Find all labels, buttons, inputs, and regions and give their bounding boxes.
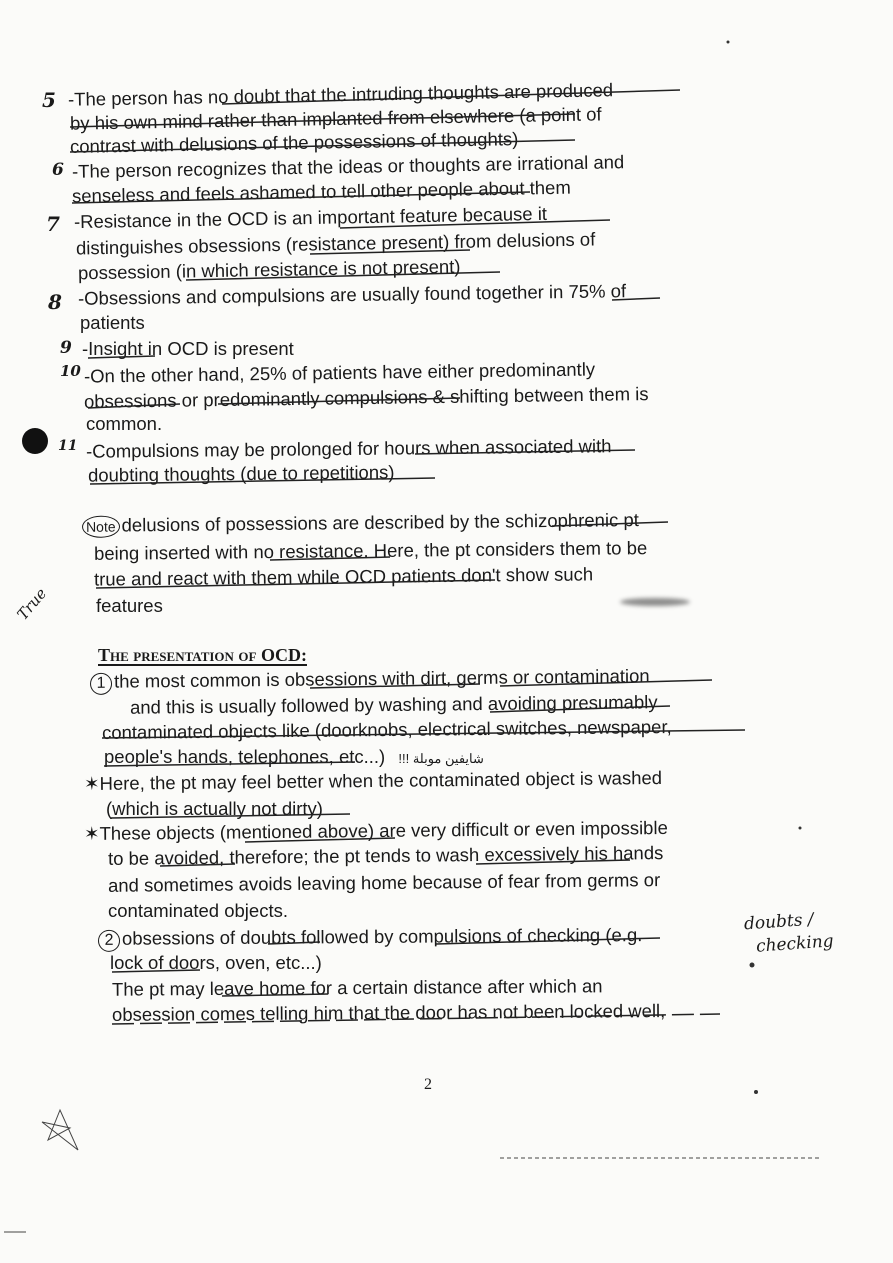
underline-mark (90, 478, 435, 484)
margin-number-7: 7 (46, 212, 60, 236)
underline-mark (72, 192, 530, 203)
underline-mark (222, 994, 328, 996)
item1-text-4: people's hands, telephones, etc...) (104, 746, 386, 767)
ink-dot (727, 41, 730, 44)
item2-line-1: 2 obsessions of doubts followed by compulsions of checking (e.g. (98, 924, 643, 952)
text-line-6: -Resistance in the OCD is an important feature because it (73, 202, 548, 233)
item2-number: 2 (98, 930, 120, 952)
note-line-3: true and react with them while OCD patients don't show such (93, 563, 594, 590)
item1-text-1: the most common is obsessions with dirt, germs or contamination (113, 665, 650, 692)
underline-mark (160, 864, 235, 866)
star-icon: ✶ (83, 772, 100, 795)
underline-mark (70, 114, 575, 127)
text-line-16: doubting thoughts (due to repetitions) (87, 461, 395, 486)
star-item-2-line-2: to be avoided, therefore; the pt tends to wash excessively his hands (107, 842, 664, 869)
note-line-4: features (96, 595, 163, 616)
text-line-7: distinguishes obsessions (resistance present) from delusions of (75, 228, 596, 259)
underline-mark (490, 706, 670, 712)
underline-mark (104, 762, 355, 766)
underline-mark (415, 450, 635, 454)
text-line-5: senseless and feels ashamed to tell other people about them (71, 176, 571, 207)
margin-number-11: 11 (58, 438, 78, 454)
text-line-4: -The person recognizes that the ideas or thoughts are irrational and (71, 151, 625, 182)
underline-mark (340, 220, 610, 228)
text-line-12: -On the other hand, 25% of patients have either predominantly (83, 358, 596, 387)
underline-mark (476, 860, 630, 864)
text-line-10: patients (80, 312, 145, 333)
item1-line-2: and this is usually followed by washing and avoiding presumably (129, 691, 658, 718)
underline-mark (88, 404, 180, 408)
margin-number-9: 9 (60, 338, 72, 358)
text-line-13: obsessions or predominantly compulsions & shifting between them is (83, 383, 649, 412)
underline-mark (612, 298, 660, 300)
ink-dot (750, 963, 755, 968)
note-line-2: being inserted with no resistance. Here, the pt considers them to be (93, 537, 648, 564)
underline-mark (110, 814, 350, 818)
text-line-8: possession (in which resistance is not present) (77, 255, 461, 284)
item1-number: 1 (90, 673, 112, 695)
margin-number-10: 10 (60, 362, 81, 380)
underline-mark (112, 970, 200, 972)
arabic-note: !!! شايفين موبلة (398, 751, 484, 766)
underline-mark (88, 356, 155, 358)
text-line-15: -Compulsions may be prolonged for hours when associated with (85, 435, 612, 462)
item1-line-3: contaminated objects like (doorknobs, electrical switches, newspaper, (101, 716, 672, 743)
text-line-1: -The person has no doubt that the intruding thoughts are produced (67, 79, 614, 110)
ink-dot (799, 827, 802, 830)
text-line-2: by his own mind rather than implanted from elsewhere (a point of (69, 103, 602, 134)
section-heading: The presentation of OCD: (98, 645, 307, 665)
underline-mark (70, 140, 575, 152)
text-line-14: common. (86, 413, 163, 434)
star-doodle (42, 1110, 78, 1150)
star-item-1-line-2: (which is actually not dirty) (106, 798, 323, 819)
item2-line-3: The pt may leave home for a certain distance after which an (111, 975, 603, 1000)
underline-mark (112, 1014, 720, 1024)
text-line-9: -Obsessions and compulsions are usually found together in 75% of (77, 280, 627, 309)
star-icon: ✶ (83, 822, 100, 845)
margin-number-6: 6 (52, 160, 64, 180)
underline-mark (310, 684, 480, 688)
text-line-11: -Insight in OCD is present (82, 338, 294, 359)
note-circle-label: Note (82, 516, 120, 538)
underline-mark (310, 250, 470, 254)
underline-mark (186, 272, 500, 280)
underline-mark (268, 942, 320, 944)
ink-dot (754, 1090, 758, 1094)
margin-number-5: 5 (42, 88, 56, 112)
margin-number-8: 8 (48, 290, 62, 314)
underline-mark (245, 838, 395, 842)
note-text-1: delusions of possessions are described by the schizophrenic pt (121, 509, 639, 536)
underline-mark (96, 580, 495, 588)
underline-mark (552, 522, 668, 526)
star-item-2-line-1: ✶These objects (mentioned above) are very difficult or even impossible (83, 816, 668, 845)
margin-note-doubts: doubts / (743, 909, 815, 935)
star-item-2-line-3: and sometimes avoids leaving home because of fear from germs or (107, 869, 661, 896)
item2-line-4: obsession comes telling him that the door has not been locked well, (111, 1000, 666, 1025)
page-number: 2 (424, 1076, 432, 1093)
underline-mark (102, 730, 745, 738)
underline-mark (500, 680, 712, 686)
star-item-1-line-1: ✶Here, the pt may feel better when the contaminated object is washed (83, 766, 663, 795)
margin-note-checking: checking (755, 931, 835, 957)
underline-mark (436, 938, 660, 944)
star-item-2-line-4: contaminated objects. (108, 900, 288, 921)
underline-mark (218, 398, 460, 404)
item2-line-2: lock of doors, oven, etc...) (110, 952, 322, 973)
margin-note-true: True (13, 584, 51, 624)
text-line-3: contrast with delusions of the possessions of thoughts) (69, 128, 519, 157)
underline-mark (270, 557, 390, 560)
underline-mark (222, 90, 680, 104)
